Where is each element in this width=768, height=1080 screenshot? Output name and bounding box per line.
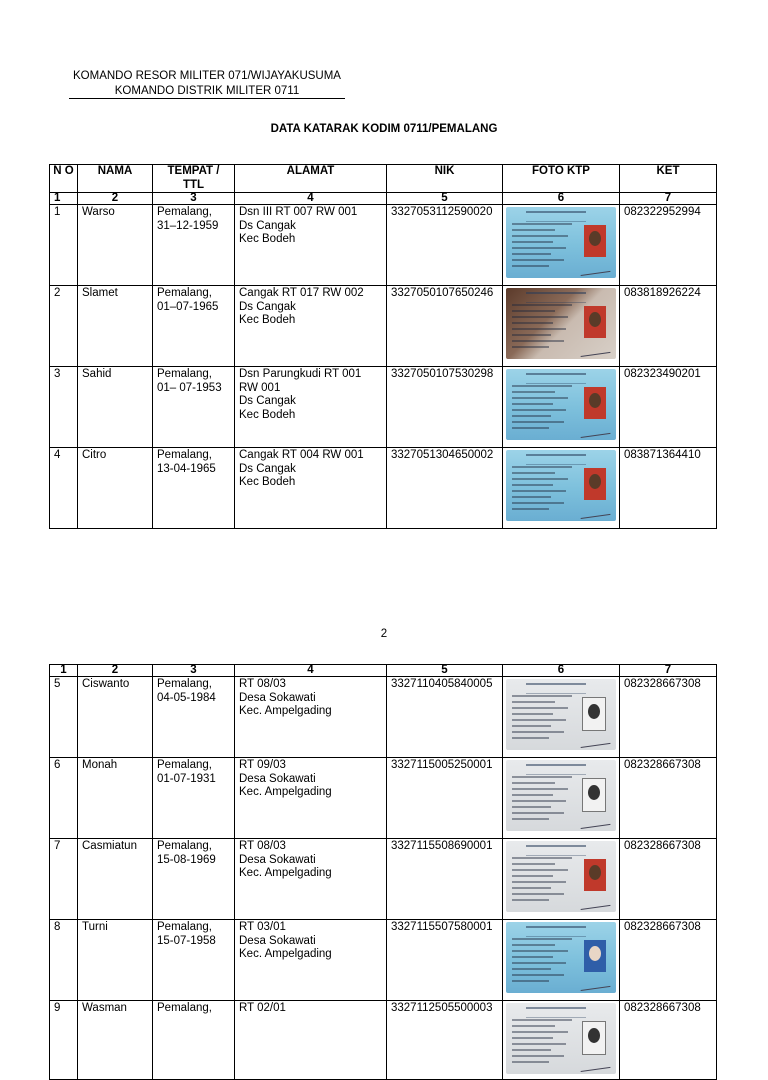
table-row	[50, 758, 717, 839]
table-row	[50, 1001, 717, 1080]
ktp-text-line	[512, 863, 555, 865]
ktp-text-line	[512, 869, 568, 871]
row-ket-line: 082328667308	[624, 840, 701, 852]
row-ttl-line: Pemalang,	[157, 921, 212, 933]
ktp-text-line	[512, 818, 549, 820]
header-line-1: KOMANDO RESOR MILITER 071/WIJAYAKUSUMA	[73, 70, 341, 82]
ktp-text-line	[512, 731, 564, 733]
row-nik-line: 3327050107650246	[391, 287, 494, 299]
row-nama	[78, 677, 153, 758]
table-body-page-2	[50, 677, 717, 1080]
row-alamat-line: Desa Sokawati	[239, 853, 316, 866]
row-nama	[78, 448, 153, 529]
ktp-text-line	[512, 466, 572, 468]
col-header-ket: KET	[620, 165, 717, 193]
row-nik-line: 3327110405840005	[391, 678, 493, 690]
row-alamat-line: Desa Sokawati	[239, 934, 316, 947]
row-nik	[387, 677, 503, 758]
row-alamat-line: Kec Bodeh	[239, 408, 296, 421]
row-alamat	[235, 839, 387, 920]
row-no	[50, 205, 78, 286]
ktp-text-line	[512, 427, 549, 429]
row-ttl-line: Pemalang,	[157, 449, 212, 461]
row-alamat-line: Ds Cangak	[239, 395, 296, 407]
ktp-text-line	[512, 421, 564, 423]
ktp-text-line	[512, 899, 549, 901]
row-nama-line: Sahid	[82, 368, 112, 380]
row-nama	[78, 758, 153, 839]
col-header-foto: FOTO KTP	[503, 165, 620, 193]
row-nama	[78, 1001, 153, 1080]
row-ket-line: 082322952994	[624, 206, 701, 218]
row-foto	[503, 839, 620, 920]
ktp-text-line	[512, 713, 553, 715]
row-alamat	[235, 367, 387, 448]
ktp-text-line	[512, 241, 553, 243]
ktp-text-line	[512, 956, 553, 958]
data-table-page-1	[49, 164, 717, 529]
row-ket	[620, 205, 717, 286]
row-alamat	[235, 758, 387, 839]
ktp-text-line	[512, 340, 564, 342]
ktp-text-line	[512, 950, 568, 952]
ktp-portrait-icon	[584, 468, 606, 500]
ktp-signature-icon	[580, 1059, 611, 1072]
ktp-text-line	[512, 508, 549, 510]
ktp-photo	[506, 760, 616, 831]
ktp-signature-icon	[580, 263, 611, 276]
row-ttl-line: Pemalang,	[157, 1002, 212, 1014]
ktp-text-line	[512, 310, 555, 312]
ktp-signature-icon	[580, 506, 611, 519]
col-number: 1	[50, 193, 78, 205]
ktp-text-line	[512, 1055, 564, 1057]
row-ket	[620, 367, 717, 448]
ktp-portrait-icon	[582, 1021, 606, 1055]
ktp-text-line	[512, 397, 568, 399]
ktp-text-line	[512, 1031, 568, 1033]
ktp-text-line	[512, 1019, 572, 1021]
row-nik	[387, 205, 503, 286]
row-ket-line: 082328667308	[624, 759, 701, 771]
col-number: 6	[503, 193, 620, 205]
col-number: 3	[153, 193, 235, 205]
ktp-text-line	[512, 385, 572, 387]
row-alamat	[235, 205, 387, 286]
ktp-text-line	[512, 719, 566, 721]
document-title: DATA KATARAK KODIM 0711/PEMALANG	[270, 123, 498, 135]
row-ket	[620, 1001, 717, 1080]
row-ket	[620, 839, 717, 920]
ktp-signature-icon	[580, 978, 611, 991]
ktp-text-line	[512, 391, 555, 393]
row-alamat-line: RT 03/01	[239, 921, 286, 933]
row-ttl-line: 04-05-1984	[157, 691, 216, 704]
table-row	[50, 839, 717, 920]
row-ket-line: 083818926224	[624, 287, 701, 299]
row-ket-line: 082328667308	[624, 921, 701, 933]
ktp-text-line	[512, 812, 564, 814]
ktp-text-line	[512, 794, 553, 796]
col-number: 6	[503, 665, 620, 677]
row-no-line: 3	[54, 368, 61, 380]
col-number: 2	[78, 665, 153, 677]
row-foto	[503, 367, 620, 448]
row-alamat-line: Kec Bodeh	[239, 314, 296, 326]
row-nama-line: Wasman	[82, 1002, 127, 1014]
row-alamat-line: RT 09/03	[239, 759, 286, 771]
row-foto	[503, 448, 620, 529]
ktp-photo	[506, 679, 616, 750]
row-no-line: 6	[54, 759, 61, 771]
row-ttl-line: Pemalang,	[157, 368, 212, 380]
col-number: 3	[153, 665, 235, 677]
ktp-header-band	[526, 683, 586, 694]
ktp-text-line	[512, 725, 551, 727]
row-ttl-line: 13-04-1965	[157, 462, 216, 475]
ktp-header-band	[526, 454, 586, 465]
ktp-text-line	[512, 484, 553, 486]
row-nik	[387, 920, 503, 1001]
row-no-line: 4	[54, 449, 61, 461]
ktp-text-line	[512, 806, 551, 808]
ktp-text-line	[512, 875, 553, 877]
ktp-text-line	[512, 881, 566, 883]
row-alamat	[235, 448, 387, 529]
row-no	[50, 920, 78, 1001]
table-row	[50, 677, 717, 758]
col-number: 5	[387, 665, 503, 677]
ktp-text-line	[512, 968, 551, 970]
row-nama-line: Casmiatun	[82, 840, 137, 852]
ktp-text-line	[512, 322, 553, 324]
row-ttl	[153, 1001, 235, 1080]
col-number: 5	[387, 193, 503, 205]
row-nama	[78, 839, 153, 920]
ktp-text-line	[512, 253, 551, 255]
col-number: 7	[620, 665, 717, 677]
row-ttl-line: 31–12-1959	[157, 219, 219, 232]
row-nama	[78, 920, 153, 1001]
row-no	[50, 448, 78, 529]
row-nama-line: Slamet	[82, 287, 118, 299]
row-nama	[78, 367, 153, 448]
ktp-text-line	[512, 737, 549, 739]
row-foto	[503, 286, 620, 367]
row-ttl	[153, 448, 235, 529]
row-ket-line: 082328667308	[624, 1002, 701, 1014]
row-no	[50, 286, 78, 367]
row-ket	[620, 920, 717, 1001]
row-nik	[387, 286, 503, 367]
ktp-text-line	[512, 701, 555, 703]
row-alamat-line: RT 08/03	[239, 840, 286, 852]
row-foto	[503, 677, 620, 758]
ktp-photo	[506, 288, 616, 359]
ktp-header-band	[526, 926, 586, 937]
row-alamat-line: Kec Bodeh	[239, 476, 296, 488]
row-ttl	[153, 205, 235, 286]
ktp-signature-icon	[580, 897, 611, 910]
col-number: 1	[50, 665, 78, 677]
row-no-line: 5	[54, 678, 61, 690]
ktp-signature-icon	[580, 425, 611, 438]
row-foto	[503, 920, 620, 1001]
row-nama	[78, 286, 153, 367]
row-nik-line: 3327051304650002	[391, 449, 494, 461]
col-header-nik: NIK	[387, 165, 503, 193]
row-foto	[503, 758, 620, 839]
row-no	[50, 367, 78, 448]
row-nik-line: 3327115507580001	[391, 921, 493, 933]
row-nama	[78, 205, 153, 286]
ktp-text-line	[512, 223, 572, 225]
row-ket-line: 082323490201	[624, 368, 701, 380]
row-ttl-line: 15-07-1958	[157, 934, 216, 947]
row-nik-line: 3327053112590020	[391, 206, 493, 218]
ktp-header-band	[526, 292, 586, 303]
row-alamat-line: RT 02/01	[239, 1002, 286, 1014]
row-ttl-line: 15-08-1969	[157, 853, 216, 866]
row-ttl	[153, 367, 235, 448]
col-header-ttl: TEMPAT / TTL	[153, 165, 235, 193]
ktp-portrait-icon	[582, 778, 606, 812]
ktp-text-line	[512, 409, 566, 411]
row-alamat-line: Ds Cangak	[239, 462, 296, 475]
col-number: 4	[235, 193, 387, 205]
row-no	[50, 758, 78, 839]
col-number: 7	[620, 193, 717, 205]
ktp-signature-icon	[580, 816, 611, 829]
page-number: 2	[380, 628, 388, 640]
table-row	[50, 286, 717, 367]
ktp-photo	[506, 207, 616, 278]
row-nik-line: 3327050107530298	[391, 368, 494, 380]
ktp-text-line	[512, 1049, 551, 1051]
row-nama-line: Warso	[82, 206, 115, 218]
data-table-page-2	[49, 664, 717, 1080]
ktp-portrait-icon	[584, 387, 606, 419]
ktp-text-line	[512, 800, 566, 802]
row-nik	[387, 1001, 503, 1080]
ktp-photo	[506, 841, 616, 912]
row-ttl-line: 01-07-1931	[157, 772, 216, 785]
ktp-text-line	[512, 782, 555, 784]
table-row	[50, 920, 717, 1001]
ktp-text-line	[512, 478, 568, 480]
col-number: 4	[235, 665, 387, 677]
ktp-text-line	[512, 247, 566, 249]
row-ttl-line: Pemalang,	[157, 759, 212, 771]
ktp-portrait-icon	[582, 697, 606, 731]
ktp-signature-icon	[580, 735, 611, 748]
row-nik	[387, 758, 503, 839]
row-alamat-line: Dsn III RT 007 RW 001	[239, 206, 358, 218]
row-nik	[387, 448, 503, 529]
row-nik-line: 3327115005250001	[391, 759, 493, 771]
row-alamat-line: Kec. Ampelgading	[239, 786, 332, 798]
row-no	[50, 839, 78, 920]
ktp-text-line	[512, 980, 549, 982]
ktp-text-line	[512, 776, 572, 778]
row-no-line: 7	[54, 840, 61, 852]
ktp-text-line	[512, 334, 551, 336]
ktp-text-line	[512, 304, 572, 306]
ktp-header-band	[526, 373, 586, 384]
row-alamat-line: Ds Cangak	[239, 300, 296, 313]
row-alamat	[235, 920, 387, 1001]
row-alamat-line: Kec. Ampelgading	[239, 948, 332, 960]
row-nama-line: Citro	[82, 449, 107, 461]
ktp-text-line	[512, 887, 551, 889]
ktp-text-line	[512, 944, 555, 946]
ktp-portrait-icon	[584, 306, 606, 338]
ktp-text-line	[512, 472, 555, 474]
row-ttl-line: 01–07-1965	[157, 300, 219, 313]
header-line-2: KOMANDO DISTRIK MILITER 0711	[69, 84, 345, 99]
row-ttl-line: Pemalang,	[157, 840, 212, 852]
row-nik-line: 3327115508690001	[391, 840, 493, 852]
row-alamat-line: Dsn Parungkudi RT 001	[239, 368, 362, 380]
row-ttl	[153, 677, 235, 758]
row-alamat-line: Desa Sokawati	[239, 772, 316, 785]
row-no-line: 8	[54, 921, 61, 933]
ktp-portrait-icon	[584, 859, 606, 891]
col-header-nama: NAMA	[78, 165, 153, 193]
row-no-line: 2	[54, 287, 61, 299]
ktp-text-line	[512, 1061, 549, 1063]
ktp-photo	[506, 369, 616, 440]
row-nik	[387, 367, 503, 448]
row-alamat-line: Cangak RT 004 RW 001	[239, 449, 364, 461]
col-header-no: N O	[50, 165, 78, 193]
row-alamat-line: RW 001	[239, 381, 281, 394]
ktp-text-line	[512, 235, 568, 237]
row-ket	[620, 448, 717, 529]
row-nik-line: 3327112505500003	[391, 1002, 493, 1014]
col-number: 2	[78, 193, 153, 205]
row-alamat	[235, 677, 387, 758]
row-nama-line: Monah	[82, 759, 118, 771]
ktp-photo	[506, 922, 616, 993]
row-nama-line: Ciswanto	[82, 678, 130, 690]
row-alamat	[235, 286, 387, 367]
column-number-row	[50, 665, 717, 677]
ktp-photo	[506, 450, 616, 521]
ktp-text-line	[512, 496, 551, 498]
row-no	[50, 677, 78, 758]
row-ket	[620, 758, 717, 839]
ktp-header-band	[526, 211, 586, 222]
row-alamat-line: Kec. Ampelgading	[239, 867, 332, 879]
ktp-portrait-icon	[584, 225, 606, 257]
ktp-text-line	[512, 695, 572, 697]
ktp-text-line	[512, 259, 564, 261]
ktp-text-line	[512, 502, 564, 504]
ktp-header-band	[526, 1007, 586, 1018]
ktp-text-line	[512, 1025, 555, 1027]
ktp-text-line	[512, 857, 572, 859]
row-alamat-line: Kec Bodeh	[239, 233, 296, 245]
col-header-alamat: ALAMAT	[235, 165, 387, 193]
row-nik	[387, 839, 503, 920]
column-number-row	[50, 193, 717, 205]
ktp-text-line	[512, 938, 572, 940]
ktp-text-line	[512, 788, 568, 790]
row-alamat-line: RT 08/03	[239, 678, 286, 690]
table-row	[50, 448, 717, 529]
row-alamat	[235, 1001, 387, 1080]
row-foto	[503, 205, 620, 286]
row-alamat-line: Desa Sokawati	[239, 691, 316, 704]
row-alamat-line: Kec. Ampelgading	[239, 705, 332, 717]
row-ttl	[153, 286, 235, 367]
table-row	[50, 367, 717, 448]
row-ket	[620, 286, 717, 367]
ktp-signature-icon	[580, 344, 611, 357]
table-body-page-1	[50, 205, 717, 529]
row-ttl	[153, 758, 235, 839]
ktp-text-line	[512, 1043, 566, 1045]
ktp-text-line	[512, 316, 568, 318]
ktp-header-band	[526, 764, 586, 775]
ktp-text-line	[512, 403, 553, 405]
row-no-line: 9	[54, 1002, 61, 1014]
row-nama-line: Turni	[82, 921, 108, 933]
ktp-header-band	[526, 845, 586, 856]
ktp-text-line	[512, 707, 568, 709]
ktp-photo	[506, 1003, 616, 1074]
row-ttl	[153, 920, 235, 1001]
row-alamat-line: Ds Cangak	[239, 219, 296, 232]
row-ttl-line: Pemalang,	[157, 678, 212, 690]
ktp-text-line	[512, 1037, 553, 1039]
row-foto	[503, 1001, 620, 1080]
ktp-text-line	[512, 490, 566, 492]
row-alamat-line: Cangak RT 017 RW 002	[239, 287, 364, 299]
row-ket	[620, 677, 717, 758]
row-ttl-line: 01– 07-1953	[157, 381, 222, 394]
row-ket-line: 082328667308	[624, 678, 701, 690]
row-ket-line: 083871364410	[624, 449, 701, 461]
row-ttl-line: Pemalang,	[157, 287, 212, 299]
ktp-text-line	[512, 328, 566, 330]
ktp-text-line	[512, 229, 555, 231]
ktp-text-line	[512, 962, 566, 964]
table-row	[50, 205, 717, 286]
ktp-text-line	[512, 893, 564, 895]
ktp-portrait-icon	[584, 940, 606, 972]
table-header-row	[50, 165, 717, 193]
ktp-text-line	[512, 265, 549, 267]
row-no-line: 1	[54, 206, 61, 218]
ktp-text-line	[512, 346, 549, 348]
row-no	[50, 1001, 78, 1080]
row-ttl-line: Pemalang,	[157, 206, 212, 218]
ktp-text-line	[512, 415, 551, 417]
row-ttl	[153, 839, 235, 920]
ktp-text-line	[512, 974, 564, 976]
